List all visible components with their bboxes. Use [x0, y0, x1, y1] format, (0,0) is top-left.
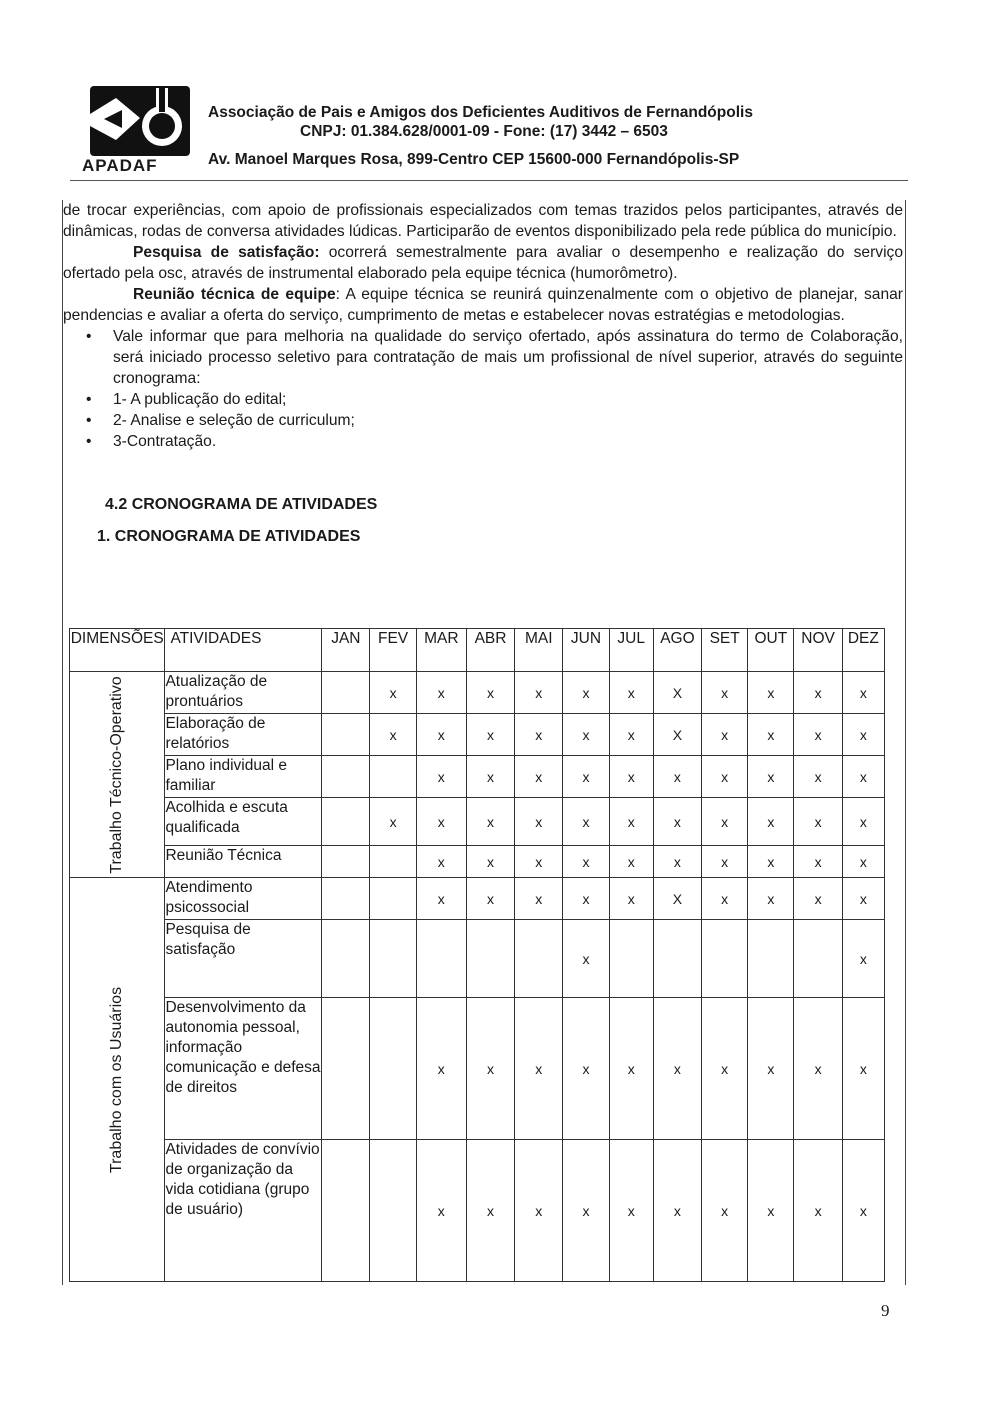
- month-mark-cell: x: [653, 756, 701, 798]
- table-row: [70, 998, 885, 1140]
- col-header-activities: ATIVIDADES: [165, 629, 322, 672]
- month-mark-cell: x: [466, 672, 514, 714]
- paragraph-exchange: de trocar experiências, com apoio de profissionais especializados com temas trazidos pelos participantes, através de dinâmicas, rodas de conversa atividades lúdicas. Participarão de eventos disponibilizado pela rede pública do município.: [63, 202, 903, 240]
- table-row: [70, 672, 885, 714]
- letterhead: [70, 80, 910, 190]
- paragraph-satisfaction: [63, 242, 903, 284]
- month-mark-cell: [370, 756, 416, 798]
- activity-cell: Desenvolvimento da autonomia pessoal, informação comunicação e defesa de direitos: [165, 998, 322, 1140]
- month-mark-cell: [416, 920, 466, 998]
- month-mark-cell: x: [416, 878, 466, 920]
- paragraph-team-meeting: [63, 284, 903, 326]
- month-mark-cell: [322, 1140, 370, 1282]
- month-mark-cell: x: [842, 878, 884, 920]
- col-header-month: DEZ: [842, 629, 884, 672]
- month-mark-cell: x: [563, 798, 609, 846]
- month-mark-cell: x: [515, 1140, 563, 1282]
- month-mark-cell: x: [563, 1140, 609, 1282]
- month-mark-cell: x: [609, 998, 653, 1140]
- month-mark-cell: x: [748, 798, 794, 846]
- month-mark-cell: x: [609, 672, 653, 714]
- month-mark-cell: [370, 920, 416, 998]
- month-mark-cell: x: [748, 878, 794, 920]
- month-mark-cell: x: [466, 714, 514, 756]
- month-mark-cell: x: [794, 672, 842, 714]
- month-mark-cell: x: [563, 672, 609, 714]
- month-mark-cell: x: [563, 920, 609, 998]
- dimension-cell: [70, 672, 165, 878]
- month-mark-cell: x: [653, 1140, 701, 1282]
- month-mark-cell: [322, 920, 370, 998]
- month-mark-cell: [748, 920, 794, 998]
- month-mark-cell: x: [515, 878, 563, 920]
- table-header-row: [70, 629, 885, 672]
- month-mark-cell: x: [748, 756, 794, 798]
- apadaf-logo-icon: [82, 84, 190, 156]
- month-mark-cell: x: [653, 798, 701, 846]
- month-mark-cell: x: [515, 672, 563, 714]
- team-meeting-text: : A equipe técnica se reunirá quinzenalmente com o objetivo de planejar, sanar pendencias e avaliar a oferta do serviço, cumprimento de metas e estabelecer novas estratégias e metodologias.: [63, 286, 903, 324]
- month-mark-cell: x: [702, 878, 748, 920]
- activity-cell: Atualização de prontuários: [165, 672, 322, 714]
- section-title-4-2: 4.2 CRONOGRAMA DE ATIVIDADES: [105, 496, 378, 513]
- bullet-item: • 2- Analise e seleção de curriculum;: [113, 410, 903, 431]
- month-mark-cell: x: [702, 1140, 748, 1282]
- org-name: Associação de Pais e Amigos dos Deficientes Auditivos de Fernandópolis: [208, 104, 753, 121]
- month-mark-cell: x: [370, 672, 416, 714]
- month-mark-cell: [322, 672, 370, 714]
- month-mark-cell: [322, 756, 370, 798]
- col-header-month: MAI: [515, 629, 563, 672]
- table-row: [70, 714, 885, 756]
- month-mark-cell: x: [748, 846, 794, 878]
- month-mark-cell: x: [563, 998, 609, 1140]
- month-mark-cell: x: [653, 998, 701, 1140]
- col-header-month: JAN: [322, 629, 370, 672]
- activity-cell: Elaboração de relatórios: [165, 714, 322, 756]
- activity-cell: Pesquisa de satisfação: [165, 920, 322, 998]
- month-mark-cell: x: [416, 672, 466, 714]
- table-row: [70, 756, 885, 798]
- month-mark-cell: x: [748, 714, 794, 756]
- month-mark-cell: x: [702, 798, 748, 846]
- month-mark-cell: [702, 920, 748, 998]
- month-mark-cell: x: [842, 672, 884, 714]
- month-mark-cell: x: [702, 714, 748, 756]
- apadaf-logo: [82, 84, 190, 179]
- activity-schedule-table: [69, 628, 885, 1282]
- month-mark-cell: [322, 798, 370, 846]
- month-mark-cell: x: [842, 920, 884, 998]
- month-mark-cell: x: [416, 714, 466, 756]
- month-mark-cell: x: [794, 714, 842, 756]
- month-mark-cell: x: [748, 1140, 794, 1282]
- month-mark-cell: x: [794, 1140, 842, 1282]
- month-mark-cell: x: [794, 998, 842, 1140]
- month-mark-cell: x: [370, 798, 416, 846]
- month-mark-cell: x: [702, 672, 748, 714]
- month-mark-cell: x: [702, 998, 748, 1140]
- col-header-month: JUN: [563, 629, 609, 672]
- month-mark-cell: x: [794, 756, 842, 798]
- activity-cell: Plano individual e familiar: [165, 756, 322, 798]
- month-mark-cell: [370, 846, 416, 878]
- org-address: Av. Manoel Marques Rosa, 899-Centro CEP 15600-000 Fernandópolis-SP: [208, 151, 740, 168]
- month-mark-cell: x: [466, 798, 514, 846]
- month-mark-cell: x: [515, 998, 563, 1140]
- col-header-month: SET: [702, 629, 748, 672]
- month-mark-cell: [515, 920, 563, 998]
- logo-text: APADAF: [82, 156, 158, 175]
- page-content: [62, 200, 906, 1320]
- month-mark-cell: x: [515, 756, 563, 798]
- month-mark-cell: [322, 878, 370, 920]
- month-mark-cell: x: [702, 846, 748, 878]
- table-row: [70, 920, 885, 998]
- activity-cell: Reunião Técnica: [165, 846, 322, 878]
- month-mark-cell: x: [842, 846, 884, 878]
- month-mark-cell: x: [370, 714, 416, 756]
- month-mark-cell: [322, 846, 370, 878]
- org-cnpj-phone: CNPJ: 01.384.628/0001-09 - Fone: (17) 3442 – 6503: [300, 123, 668, 140]
- month-mark-cell: x: [563, 756, 609, 798]
- dimension-label: Trabalho Técnico-Operativo: [108, 675, 126, 874]
- month-mark-cell: x: [842, 998, 884, 1140]
- month-mark-cell: [370, 878, 416, 920]
- month-mark-cell: [794, 920, 842, 998]
- month-mark-cell: [322, 714, 370, 756]
- table-body: [70, 672, 885, 1282]
- month-mark-cell: x: [466, 878, 514, 920]
- month-mark-cell: x: [748, 672, 794, 714]
- col-header-month: OUT: [748, 629, 794, 672]
- month-mark-cell: [466, 920, 514, 998]
- month-mark-cell: x: [794, 846, 842, 878]
- month-mark-cell: [370, 1140, 416, 1282]
- col-header-dimensions: DIMENSÕES: [70, 629, 165, 672]
- col-header-month: FEV: [370, 629, 416, 672]
- month-mark-cell: x: [653, 846, 701, 878]
- month-mark-cell: x: [609, 714, 653, 756]
- dimension-cell: [70, 878, 165, 1282]
- month-mark-cell: x: [842, 798, 884, 846]
- month-mark-cell: x: [563, 878, 609, 920]
- activity-cell: Atividades de convívio de organização da vida cotidiana (grupo de usuário): [165, 1140, 322, 1282]
- col-header-month: MAR: [416, 629, 466, 672]
- activity-cell: Atendimento psicossocial: [165, 878, 322, 920]
- month-mark-cell: X: [653, 714, 701, 756]
- month-mark-cell: x: [842, 1140, 884, 1282]
- table-row: [70, 878, 885, 920]
- dimension-label: Trabalho com os Usuários: [108, 986, 126, 1173]
- month-mark-cell: [322, 998, 370, 1140]
- body-text: [63, 200, 903, 452]
- bullet-item: • 1- A publicação do edital;: [113, 389, 903, 410]
- month-mark-cell: x: [842, 756, 884, 798]
- month-mark-cell: x: [416, 756, 466, 798]
- month-mark-cell: x: [416, 846, 466, 878]
- month-mark-cell: x: [609, 798, 653, 846]
- bullet-item: • 3-Contratação.: [113, 431, 903, 452]
- month-mark-cell: x: [794, 878, 842, 920]
- satisfaction-text: ocorrerá semestralmente para avaliar o desempenho e realização do serviço ofertado pela osc, através de instrumental elaborado pela equipe técnica (humorômetro).: [63, 244, 903, 282]
- month-mark-cell: x: [515, 798, 563, 846]
- month-mark-cell: x: [515, 846, 563, 878]
- month-mark-cell: x: [466, 998, 514, 1140]
- month-mark-cell: x: [748, 998, 794, 1140]
- month-mark-cell: x: [609, 1140, 653, 1282]
- month-mark-cell: x: [515, 714, 563, 756]
- month-mark-cell: X: [653, 878, 701, 920]
- month-mark-cell: x: [416, 1140, 466, 1282]
- month-mark-cell: x: [466, 846, 514, 878]
- section-title-1: 1. CRONOGRAMA DE ATIVIDADES: [97, 528, 361, 545]
- satisfaction-label: Pesquisa de satisfação:: [133, 244, 320, 261]
- month-mark-cell: X: [653, 672, 701, 714]
- header-divider: [70, 180, 908, 181]
- month-mark-cell: x: [609, 878, 653, 920]
- month-mark-cell: x: [563, 846, 609, 878]
- activity-cell: Acolhida e escuta qualificada: [165, 798, 322, 846]
- month-mark-cell: x: [563, 714, 609, 756]
- month-mark-cell: x: [609, 846, 653, 878]
- month-mark-cell: [653, 920, 701, 998]
- bullet-item: • Vale informar que para melhoria na qualidade do serviço ofertado, após assinatura do termo de Colaboração, será iniciado processo seletivo para contratação de mais um profissional de nível superior, através do seguinte cronograma:: [113, 326, 903, 389]
- table-row: [70, 846, 885, 878]
- month-mark-cell: x: [466, 1140, 514, 1282]
- month-mark-cell: x: [416, 998, 466, 1140]
- month-mark-cell: x: [794, 798, 842, 846]
- col-header-month: ABR: [466, 629, 514, 672]
- month-mark-cell: x: [842, 714, 884, 756]
- col-header-month: AGO: [653, 629, 701, 672]
- table-row: [70, 798, 885, 846]
- table-row: [70, 1140, 885, 1282]
- team-meeting-label: Reunião técnica de equipe: [133, 286, 336, 303]
- col-header-month: JUL: [609, 629, 653, 672]
- month-mark-cell: x: [609, 756, 653, 798]
- month-mark-cell: [370, 998, 416, 1140]
- page-number: 9: [881, 1301, 890, 1320]
- hiring-bullet-list: [63, 326, 903, 452]
- month-mark-cell: x: [466, 756, 514, 798]
- month-mark-cell: x: [416, 798, 466, 846]
- col-header-month: NOV: [794, 629, 842, 672]
- month-mark-cell: x: [702, 756, 748, 798]
- month-mark-cell: [609, 920, 653, 998]
